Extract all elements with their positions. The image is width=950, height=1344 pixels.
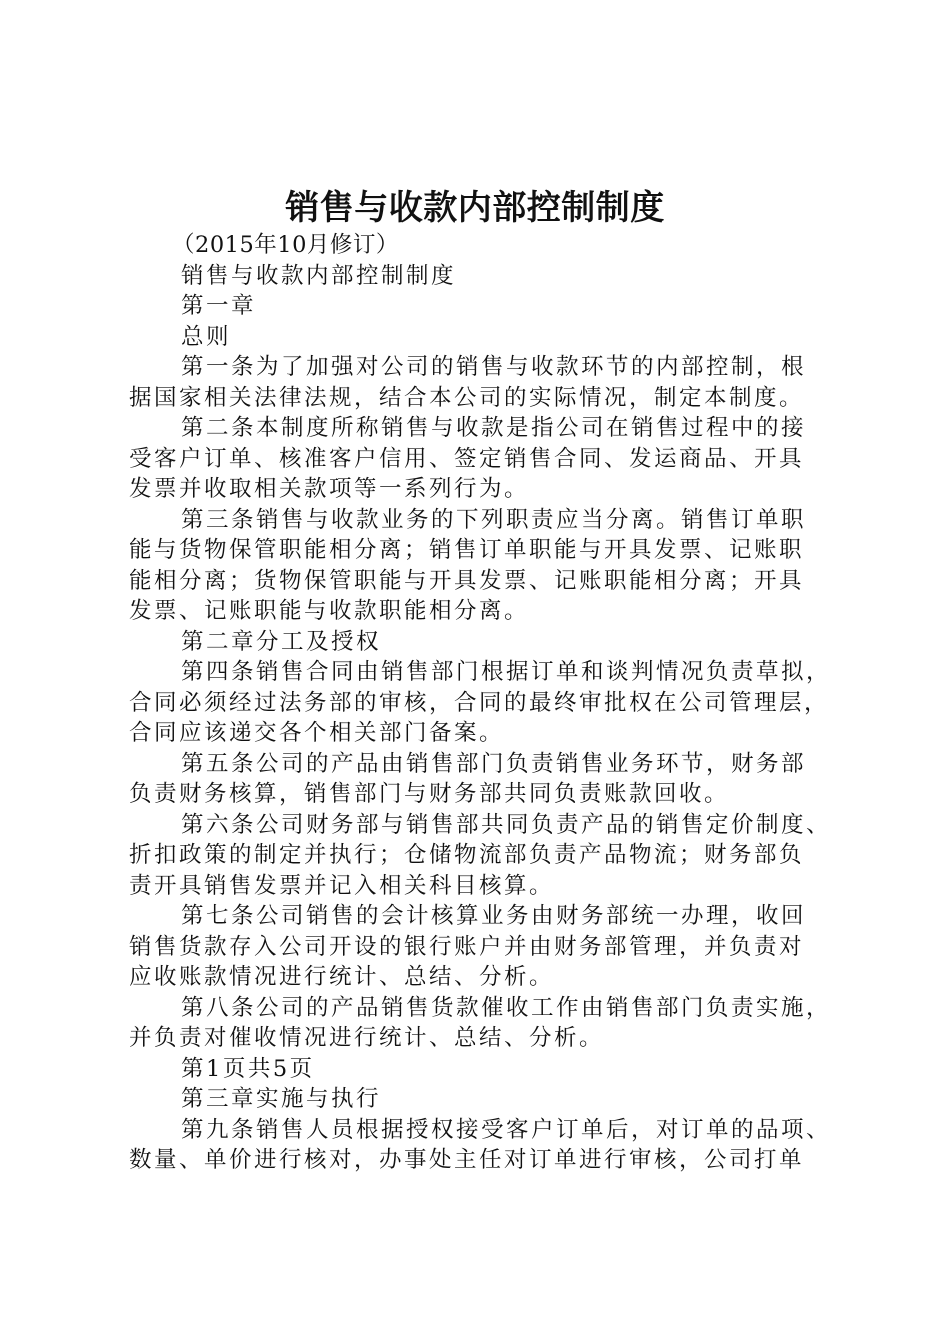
document-line: 第三条销售与收款业务的下列职责应当分离。销售订单职 [181,506,807,533]
document-line: 据国家相关法律法规，结合本公司的实际情况，制定本制度。 [129,384,805,411]
document-line: 总则 [181,323,232,350]
document-line: 受客户订单、核准客户信用、签定销售合同、发运商品、开具 [129,445,805,472]
document-line: 数量、单价进行核对，办事处主任对订单进行审核，公司打单 [129,1147,805,1173]
document-line: 第七条公司销售的会计核算业务由财务部统一办理，收回 [181,903,807,929]
document-line: 第三章实施与执行 [181,1086,382,1112]
document-line: （2015年10月修订） [172,232,399,258]
document-line: 合同必须经过法务部的审核，合同的最终审批权在公司管理层， [129,689,830,716]
document-line: 负责财务核算，销售部门与财务部共同负责账款回收。 [129,781,730,807]
document-line: 销售与收款内部控制制度 [181,262,457,289]
document-line: 发票并收取相关款项等一系列行为。 [129,476,530,502]
document-line: 第八条公司的产品销售货款催收工作由销售部门负责实施， [181,994,832,1021]
document-line: 第二条本制度所称销售与收款是指公司在销售过程中的接 [181,415,807,441]
document-line: 第二章分工及授权 [181,628,382,655]
document-line: 能相分离；货物保管职能与开具发票、记账职能相分离；开具 [129,567,805,594]
document-title: 销售与收款内部控制制度 [285,188,665,228]
document-line: 第1页共5页 [181,1055,315,1082]
document-line: 第一条为了加强对公司的销售与收款环节的内部控制，根 [181,354,807,380]
document-line: 折扣政策的制定并执行；仓储物流部负责产品物流；财务部负 [129,842,805,868]
document-body [129,230,830,1176]
document-line: 合同应该递交各个相关部门备案。 [129,720,505,746]
document-line: 第四条销售合同由销售部门根据订单和谈判情况负责草拟， [181,659,832,685]
document-line: 责开具销售发票并记入相关科目核算。 [129,872,555,899]
document-line: 第六条公司财务部与销售部共同负责产品的销售定价制度、 [181,811,832,838]
document-line: 能与货物保管职能相分离；销售订单职能与开具发票、记账职 [129,537,805,563]
document-line: 发票、记账职能与收款职能相分离。 [129,598,530,624]
document-line: 第九条销售人员根据授权接受客户订单后，对订单的品项、 [181,1116,832,1143]
document-line: 并负责对催收情况进行统计、总结、分析。 [129,1025,605,1051]
document-line: 第一章 [181,293,257,319]
document-line: 第五条公司的产品由销售部门负责销售业务环节，财务部 [181,750,807,777]
document-line: 销售货款存入公司开设的银行账户并由财务部管理，并负责对 [129,933,805,960]
document-line: 应收账款情况进行统计、总结、分析。 [129,964,555,990]
